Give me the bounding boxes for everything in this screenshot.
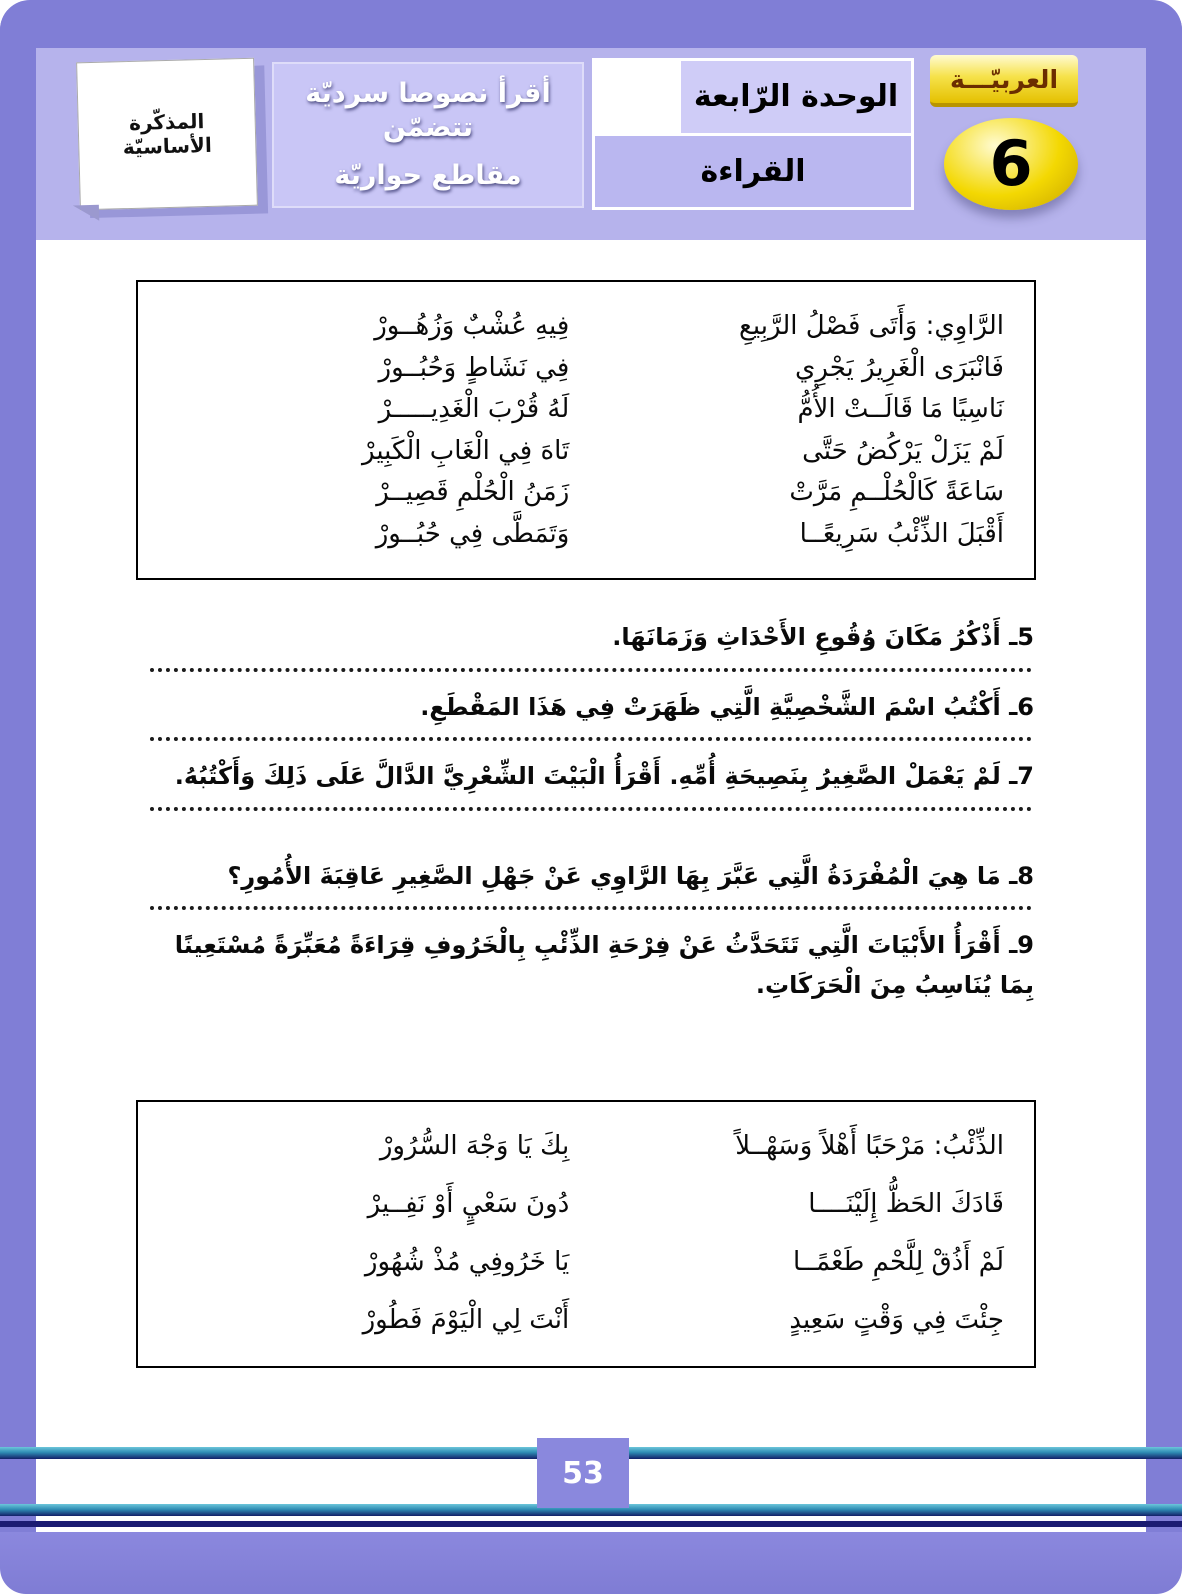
poem-box-1 [136, 280, 1036, 580]
unit-box [592, 58, 914, 210]
memo-box [76, 58, 258, 211]
unit-title: الوحدة الرّابعة [693, 79, 899, 115]
empty-cell [595, 61, 681, 133]
hemistich-first: فَانْبَرَى الْغَرِيرُ يَجْرِي [795, 352, 1004, 383]
hemistich-first: الرَّاوِي: وَأَتَى فَصْلُ الرَّبِيعِ [739, 311, 1004, 341]
hemistich-first: سَاعَةً كَالْحُلْــمِ مَرَّتْ [789, 477, 1004, 508]
verse-row [168, 472, 1004, 514]
subject-ribbon [930, 55, 1078, 107]
question-6: 6ـ أَكْتُبُ اسْمَ الشَّخْصِيَّةِ الَّتِي ظَهَرَتْ فِي هَذَا المَقْطَعِ. [420, 692, 1034, 721]
poem-box-2 [136, 1100, 1036, 1368]
hemistich-first: قَادَكَ الحَظُّ إِلَيْنَــــا [808, 1189, 1004, 1220]
question-9: 9ـ أَقْرَأُ الأَبْيَاتَ الَّتِي تَتَحَدَّثُ عَنْ فِرْحَةِ الذِّئْبِ بِالْخَرُوفِ قِرَاءَةً مُعَبِّرَةً مُسْتَعِينًا بِمَا يُنَاسِبُ مِنَ الْحَرَكَاتِ. [174, 931, 1034, 999]
unit-number: 6 [989, 127, 1033, 200]
verse-row [168, 306, 1004, 348]
footer-band [0, 1532, 1182, 1594]
verse-row [168, 1184, 1004, 1226]
question-5: 5ـ أَذْكُرُ مَكَانَ وُقُوعِ الأَحْدَاثِ وَزَمَانَهَا. [612, 623, 1034, 651]
answer-dotted-line [150, 807, 1032, 811]
hemistich-second: وَتَمَطَّى فِي حُبُــورْ [375, 518, 570, 549]
verse-row [168, 1242, 1004, 1284]
skill-line-2: مقاطع حواريّة [334, 159, 522, 191]
hemistich-second: دُونَ سَعْيٍ أَوْ نَفِــيرْ [367, 1189, 570, 1220]
hemistich-first: الذِّئْبُ: مَرْحَبًا أَهْلاً وَسَهْــلاً [735, 1131, 1004, 1161]
verse-row [168, 514, 1004, 556]
question-7: 7ـ لَمْ يَعْمَلْ الصَّغِيرُ بِنَصِيحَةِ أُمِّهِ. أَقْرَأُ الْبَيْتَ الشِّعْرِيَّ الدَّالَّ عَلَى ذَلِكَ وَأَكْتُبُهُ. [174, 762, 1034, 791]
skill-line-1: أقرأ نصوصا سرديّة تتضمّن [305, 78, 551, 144]
memo-label: المذكّرة الأساسيّة [122, 109, 213, 160]
answer-dotted-line [150, 737, 1032, 741]
hemistich-second: تَاهَ فِي الْغَابِ الْكَبِيرْ [361, 435, 570, 466]
hemistich-second: يَا خَرُوفِي مُذْ شُهُورْ [364, 1247, 570, 1278]
unit-number-badge [944, 118, 1078, 210]
verse-row [168, 431, 1004, 473]
answer-dotted-line [150, 906, 1032, 910]
verse-row [168, 348, 1004, 390]
verse-row [168, 1300, 1004, 1342]
hemistich-second: زَمَنُ الْحُلْمِ قَصِيــرْ [376, 477, 570, 508]
verse-row [168, 389, 1004, 431]
hemistich-second: بِكَ يَا وَجْهَ السُّرُورْ [379, 1131, 570, 1161]
hemistich-first: لَمْ يَزَلْ يَرْكُضُ حَتَّى [802, 435, 1004, 466]
hemistich-first: لَمْ أَذُقْ لِلَّحْمِ طَعْمًــا [792, 1247, 1004, 1278]
answer-dotted-line [150, 668, 1032, 672]
unit-title-row [595, 61, 911, 136]
hemistich-second: لَهُ قُرْبَ الْغَدِيـــــرْ [378, 394, 570, 425]
question-8: 8ـ مَا هِيَ الْمُفْرَدَةُ الَّتِي عَبَّرَ بِهَا الرَّاوِي عَنْ جَهْلِ الصَّغِيرِ عَاقِبَةَ الأُمُورِ؟ [227, 861, 1034, 890]
footer-navy-line [0, 1521, 1182, 1527]
hemistich-second: أَنْتَ لِي الْيَوْمَ فَطُورْ [362, 1305, 570, 1336]
subject-label: العربيّـــة [950, 64, 1059, 94]
verse-row [168, 1126, 1004, 1168]
skill-box [272, 62, 584, 208]
lesson-title: القراءة [595, 136, 911, 208]
hemistich-second: فِيهِ عُشْبٌ وَزُهُــورْ [374, 311, 570, 341]
page-number: 53 [562, 1455, 604, 1491]
hemistich-second: فِي نَشَاطٍ وَحُبُــورْ [378, 352, 570, 383]
hemistich-first: جِئْتَ فِي وَقْتٍ سَعِيدٍ [789, 1305, 1004, 1336]
page-number-box [537, 1438, 629, 1508]
hemistich-first: أَقْبَلَ الذِّئْبُ سَرِيعًــا [799, 518, 1004, 549]
hemistich-first: نَاسِيًا مَا قَالَــتْ الأُمُّ [797, 394, 1004, 425]
questions-section [148, 618, 1034, 1006]
